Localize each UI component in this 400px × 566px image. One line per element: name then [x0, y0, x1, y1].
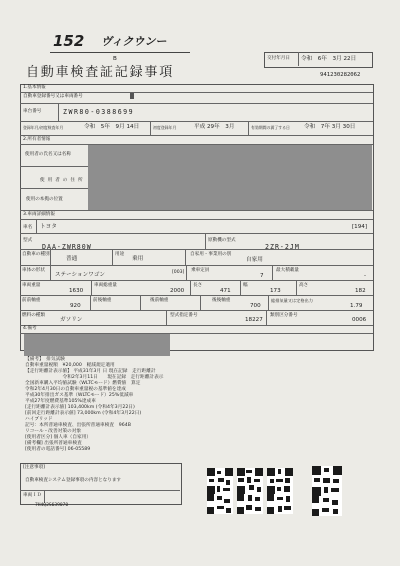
engine-value: 2ZR-2JM: [265, 243, 300, 251]
handwritten-name: ヴィクウンー: [101, 35, 167, 48]
height-value: 182: [355, 288, 366, 294]
body-shape-code: [003]: [172, 270, 185, 275]
notice-title: [注意事項]: [23, 465, 45, 470]
body-shape-label: 車体の形状: [22, 268, 45, 273]
fuel-type-value: ガソリン: [60, 317, 83, 323]
section4-heading: 4.備考: [23, 326, 37, 331]
make-label: 車名: [23, 225, 33, 230]
remark-line: [走行距離計表示値] 103,400km (令和4年3月22日): [25, 405, 135, 410]
category-value: 自家用: [246, 257, 263, 263]
base-location-label: 使用の本拠の位置: [26, 197, 63, 202]
qr-code-4: [312, 466, 342, 496]
front-front-axle-value: 920: [70, 303, 81, 309]
remark-line: 平成30年排出ガス基準（WLTCモード）25%低減車: [25, 393, 134, 398]
capacity-label: 乗車定員: [191, 268, 210, 273]
class-number-label: 類別区分番号: [270, 313, 298, 318]
section3-heading: 3.車両詳細情報: [23, 212, 55, 217]
first-reg-label2: 初度登録年月: [153, 125, 177, 130]
vehicle-weight-label: 車両重量: [22, 283, 41, 288]
vehicle-weight-value: 1630: [69, 288, 84, 294]
front-front-axle-label: 前前軸重: [22, 298, 41, 303]
max-load-label: 最大積載量: [276, 268, 299, 273]
remarks-redaction: [24, 334, 170, 356]
first-reg-value2: 平成 29年 3月: [194, 124, 235, 130]
use-value: 乗用: [132, 256, 144, 262]
vehicle-id-value: 7H4Q2S639070: [35, 503, 69, 508]
make-value: トヨタ: [40, 224, 57, 230]
remark-line: [使用者区分] 個人車（自家用）: [25, 435, 92, 440]
qr-code-6: [237, 494, 263, 514]
remark-line: [備考欄] 出張所普通車検査: [25, 441, 82, 446]
class-number-value: 0006: [352, 317, 367, 323]
remark-line: ハイブリッド: [25, 417, 53, 422]
length-label: 長さ: [193, 283, 203, 288]
height-label: 高さ: [299, 283, 309, 288]
max-load-value: -: [364, 273, 367, 279]
qr-code-2: [237, 468, 263, 494]
remark-line: 自動車重量税額 ¥20,000 軽減規定適用: [25, 363, 115, 368]
remark-line: 平成27年度燃費基準105%達成車: [25, 399, 96, 404]
gross-weight-label: 車両総重量: [94, 283, 117, 288]
document-number: 941230282062: [320, 72, 361, 78]
remark-line: [前回走行距離計表示値] 73,000km (令和4年3月22日): [25, 411, 142, 416]
capacity-value: 7: [260, 273, 264, 279]
chassis-value: ZWR80-0388699: [63, 108, 135, 116]
remark-line: 全国新車購入平均値試験（WLTCモード）燃費値 算定: [25, 381, 141, 386]
notice-text: 自動車検査システム登録事項の内容となります: [25, 478, 122, 483]
vehicle-id-label: 車両ＩＤ: [23, 493, 42, 498]
use-label: 用途: [115, 252, 125, 257]
remark-line: 【走行距離計表示値】 平成31年3月 日 現在記録 走行距離計: [25, 369, 156, 374]
front-rear-axle-label: 前後軸重: [93, 298, 112, 303]
rear-rear-axle-label: 後後軸重: [212, 298, 231, 303]
remark-line: 【備考】 排気試験: [25, 357, 65, 362]
width-label: 幅: [243, 283, 248, 288]
remark-line: リコール・改善対策の対象: [25, 429, 82, 434]
type-approval-label: 型式指定番号: [170, 313, 198, 318]
owner-info-redaction: [88, 145, 372, 210]
type-approval-value: 18227: [245, 317, 263, 323]
displacement-value: 1.79: [350, 303, 363, 309]
category-label: 自家用・事業用の別: [190, 252, 232, 257]
issue-date-value: 令和 6年 3月 22日: [301, 56, 357, 62]
header-mark: B: [113, 56, 117, 62]
remark-line: 令和2年4月30日の自動車重量税の基準値を達成: [25, 387, 126, 392]
issue-date-label: 交付年月日: [267, 56, 290, 61]
handwritten-underline: [50, 52, 190, 53]
rear-front-axle-label: 後前軸重: [150, 298, 169, 303]
fuel-type-label: 燃料の種類: [22, 313, 45, 318]
section2-heading: 2.所有者情報: [23, 137, 51, 142]
length-value: 471: [220, 288, 231, 294]
model-value: DAA-ZWR80W: [42, 243, 92, 251]
chassis-label: 車台番号: [23, 109, 42, 114]
first-reg-label: 登録年月/初度検査年月: [23, 125, 64, 130]
expiry-value: 令和 7年 3月 30日: [304, 124, 356, 130]
qr-code-1: [207, 468, 233, 494]
vehicle-type-label: 自動車の種別: [22, 252, 50, 257]
first-reg-value: 令和 5年 9月 14日: [84, 124, 140, 130]
qr-code-8: [312, 496, 342, 516]
rear-rear-axle-value: 700: [250, 303, 261, 309]
handwritten-number: 152: [53, 32, 85, 50]
remark-line: 記号：本所普通車検査、出張所普通車検査 964B: [25, 423, 131, 428]
gross-weight-value: 2000: [170, 288, 185, 294]
engine-label: 原動機の型式: [208, 238, 236, 243]
model-label: 型式: [23, 238, 33, 243]
owner-name-label: 使用者の氏名又は名称: [25, 152, 71, 157]
section1-heading: 1.基本情報: [23, 85, 46, 90]
qr-code-5: [207, 494, 233, 514]
make-code: [194]: [352, 224, 368, 230]
owner-address-label: 使用者の住所: [40, 178, 86, 183]
vehicle-type-value: 普通: [66, 256, 78, 262]
qr-code-3: [267, 468, 293, 494]
qr-code-7: [267, 494, 293, 514]
body-shape-value: ステーションワゴン: [55, 272, 106, 278]
remark-line: [使用者の電話番号] 06-05589: [25, 447, 91, 452]
width-value: 173: [270, 288, 281, 294]
displacement-label: 総排気量又は定格出力: [271, 298, 313, 303]
registration-label: 自動車登録番号又は車両番号: [23, 94, 83, 99]
expiry-label: 有効期間の満了する日: [251, 125, 290, 130]
document-title: 自動車検査証記録事項: [26, 65, 175, 80]
remark-line: 令和2年3月11日 現在記録 走行距離計表示: [25, 375, 164, 380]
